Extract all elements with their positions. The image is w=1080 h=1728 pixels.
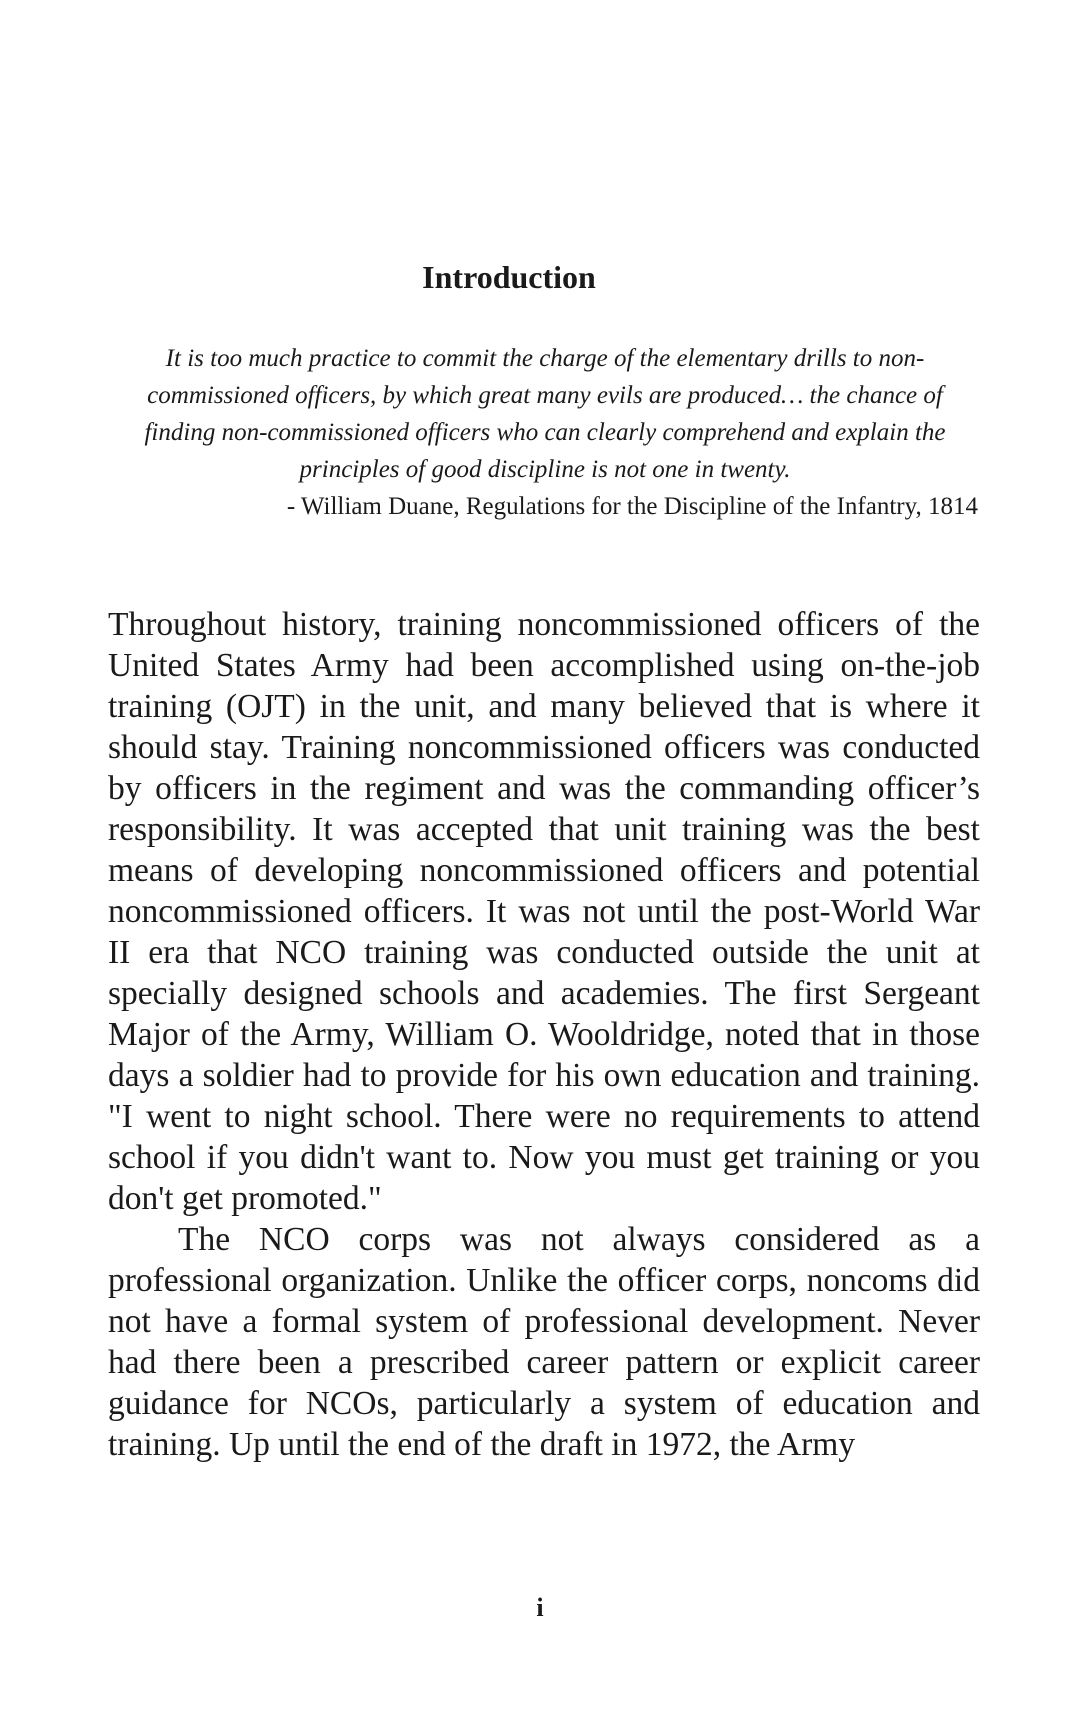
page-number: i xyxy=(536,1593,544,1622)
epigraph xyxy=(112,340,978,525)
body-text xyxy=(108,604,980,1465)
epigraph-attribution: - William Duane, Regulations for the Discipline of the Infantry, 1814 xyxy=(286,493,978,520)
body-paragraph-2: The NCO corps was not always considered as a professional organization. Unlike the officer corps, noncoms did not have a formal system of professional development. Never had there been a prescribed career pattern or explicit career guidance for NCOs, particularly a system of education and training. Up until the end of the draft in 1972, the Army xyxy=(108,1221,980,1463)
epigraph-quote: It is too much practice to commit the charge of the elementary drills to non-commissioned officers, by which great many evils are produced… the chance of finding non-commissioned officers who can clearly comprehend and explain the principles of good discipline is not one in twenty. xyxy=(144,345,946,483)
body-paragraph-1: Throughout history, training noncommissioned officers of the United States Army had been accomplished using on-the-job training (OJT) in the unit, and many believed that is where it should stay. Training noncommissioned officers was conducted by officers in the regiment and was the commanding officer’s responsibility. It was accepted that unit training was the best means of developing noncommissioned officers and potential noncommissioned officers. It was not until the post-World War II era that NCO training was conducted outside the unit at specially designed schools and academies. The first Sergeant Major of the Army, William O. Wooldridge, noted that in those days a soldier had to provide for his own education and training. "I went to night school. There were no requirements to attend school if you didn't want to. Now you must get training or you don't get promoted." xyxy=(108,606,980,1217)
page-title: Introduction xyxy=(422,259,596,296)
